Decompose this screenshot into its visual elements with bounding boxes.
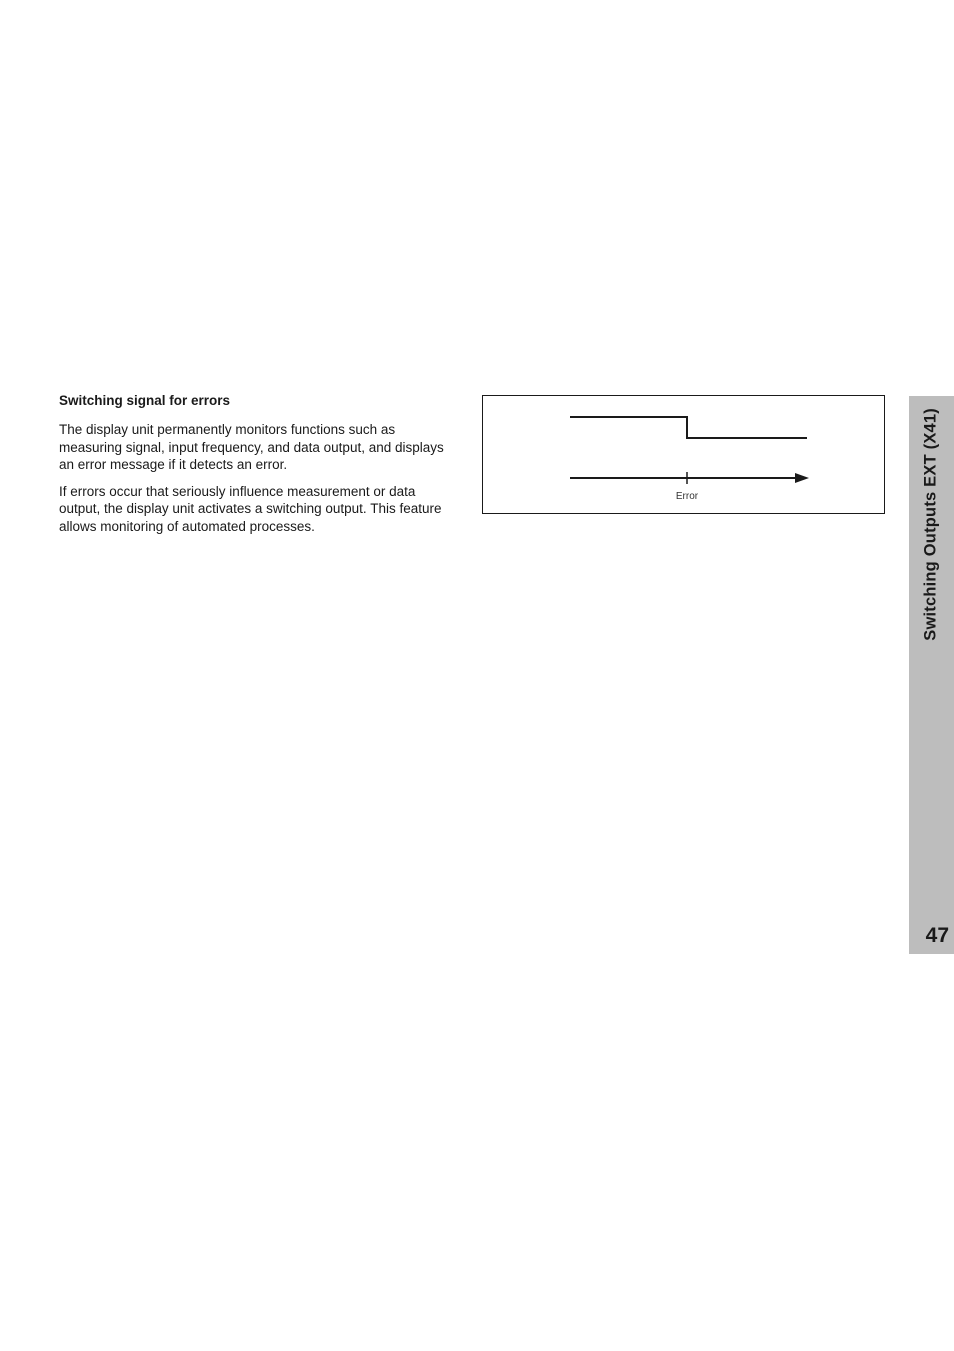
paragraph-switching-output: If errors occur that seriously influence measurement or data output, the display unit activates a switching output. This feature allows monitoring of automated processes. xyxy=(59,483,442,534)
section-heading: Switching signal for errors xyxy=(59,393,231,408)
signal-diagram xyxy=(482,395,885,514)
chapter-title: Switching Outputs EXT (X41) xyxy=(921,408,940,641)
error-label: Error xyxy=(675,491,699,502)
page-number: 47 xyxy=(925,924,949,947)
chapter-side-tab xyxy=(909,396,954,954)
switching-signal-trace xyxy=(570,417,807,438)
paragraph-monitoring: The display unit permanently monitors functions such as measuring signal, input frequency, and data output, and displays an error message if it detects an error. xyxy=(59,422,444,472)
time-axis-arrowhead xyxy=(795,473,809,483)
text-column xyxy=(59,392,454,544)
signal-diagram-svg xyxy=(483,396,884,513)
